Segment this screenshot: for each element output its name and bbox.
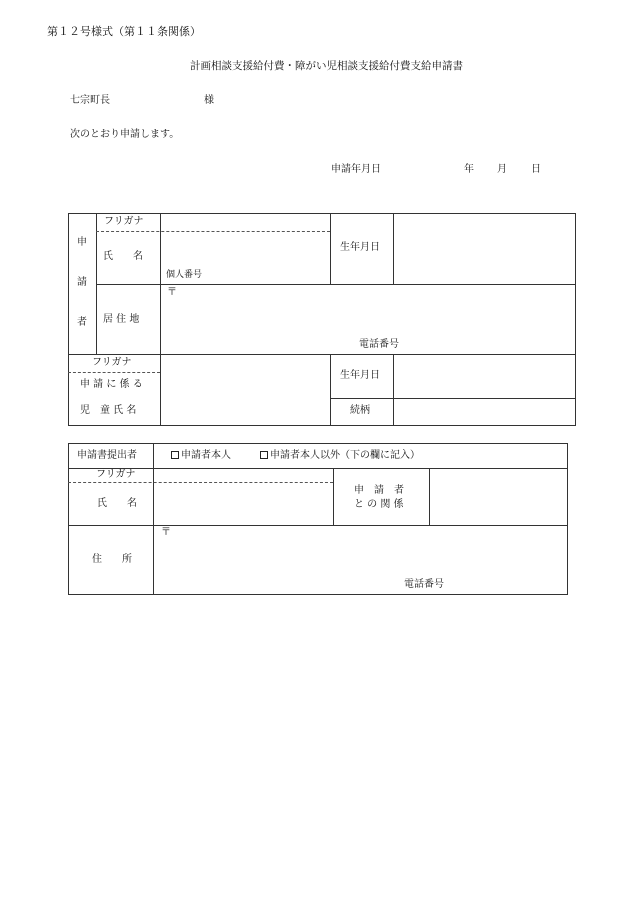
applicant-name-label: 氏 名 [103, 251, 143, 262]
submitter-postal-mark: 〒 [161, 527, 171, 538]
addressee-name: 七宗町長 [70, 95, 110, 106]
applicant-phone-label: 電話番号 [359, 339, 399, 350]
application-date-year: 年 [464, 164, 474, 175]
form-number: 第１２号様式（第１１条関係） [47, 25, 201, 38]
addressee-honorific: 様 [204, 95, 214, 106]
applicant-furigana-label: フリガナ [104, 216, 144, 227]
option-self-checkbox[interactable] [171, 451, 231, 461]
relation-label-line1: 申 請 者 [354, 485, 404, 496]
submitter-phone-label: 電話番号 [404, 579, 444, 590]
relationship-label: 続柄 [350, 405, 370, 416]
application-date-label: 申請年月日 [331, 164, 381, 175]
submitter-address-label: 住 所 [92, 554, 132, 565]
submitter-furigana-label: フリガナ [96, 469, 136, 480]
applicant-side-label-2: 請 [77, 277, 87, 288]
child-birthdate-label: 生年月日 [340, 370, 380, 381]
option-other-checkbox[interactable] [260, 451, 420, 461]
intro-text: 次のとおり申請します。 [70, 129, 180, 140]
checkbox-icon[interactable] [171, 451, 179, 459]
applicant-postal-mark: 〒 [167, 287, 177, 298]
personal-number-label: 個人番号 [166, 270, 203, 280]
applicant-side-label-3: 者 [77, 317, 87, 328]
relation-label-line2: と の 関 係 [354, 499, 404, 510]
applicant-table [68, 213, 576, 426]
child-furigana-label: フリガナ [92, 357, 132, 368]
option-self-label: 申請者本人 [181, 450, 231, 461]
child-label-line1: 申 請 に 係 る [80, 379, 143, 390]
checkbox-icon[interactable] [260, 451, 268, 459]
application-date-day: 日 [531, 164, 541, 175]
applicant-side-label-1: 申 [77, 237, 87, 248]
page-title: 計画相談支援給付費・障がい児相談支援給付費支給申請書 [190, 60, 463, 72]
submitter-table [68, 443, 568, 595]
applicant-address-label: 居 住 地 [103, 314, 140, 325]
submitter-label: 申請書提出者 [77, 450, 137, 461]
application-date-month: 月 [497, 164, 507, 175]
child-label-line2: 児 童 氏 名 [80, 405, 137, 416]
applicant-birthdate-label: 生年月日 [340, 242, 380, 253]
option-other-label: 申請者本人以外（下の欄に記入） [270, 450, 420, 461]
submitter-name-label: 氏 名 [97, 498, 137, 509]
